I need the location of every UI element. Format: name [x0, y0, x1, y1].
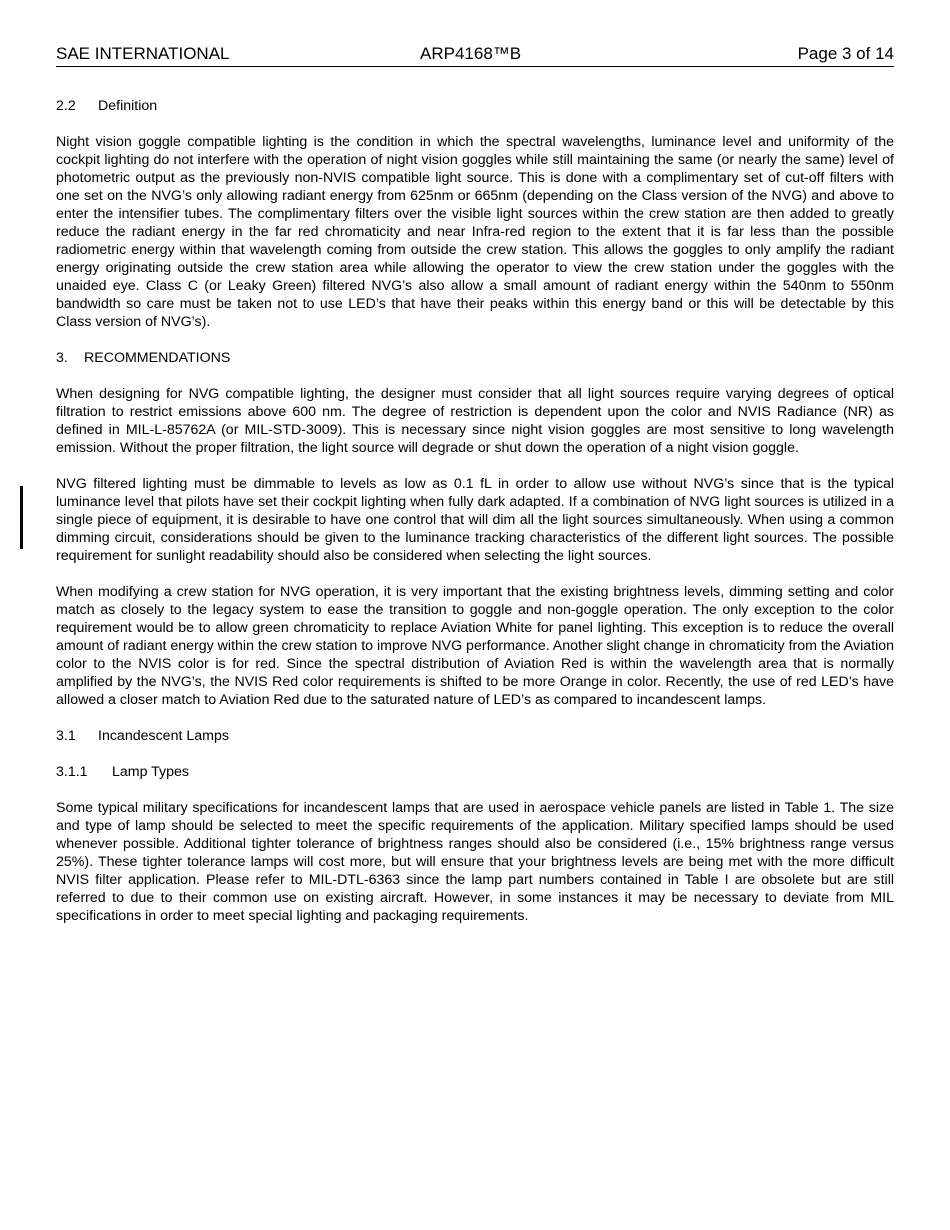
- section-number: 2.2: [56, 98, 76, 114]
- section-title: RECOMMENDATIONS: [84, 350, 231, 366]
- document-body: [56, 97, 894, 925]
- section-number: 3.: [56, 350, 68, 366]
- paragraph-recommendations-1: When designing for NVG compatible lighting, the designer must consider that all light sources require varying degrees of optical filtration to restrict emissions above 600 nm. The degree of restriction is dependent upon the color and NVIS Radiance (NR) as defined in MIL-L-85762A (or MIL-STD-3009). This is necessary since night vision goggles are most sensitive to long wavelength emission. Without the proper filtration, the light source will degrade or shut down the operation of a night vision goggle.: [56, 386, 894, 456]
- paragraph-definition: Night vision goggle compatible lighting is the condition in which the spectral wavelengths, luminance level and uniformity of the cockpit lighting do not interfere with the operation of night vision goggles while still maintaining the same (or nearly the same) level of photometric output as the previously non-NVIS compatible light source. This is done with a complimentary set of cut-off filters with one set on the NVG’s only allowing radiant energy from 625nm or 665nm (depending on the Class version of the NVG) and above to enter the intensifier tubes. The complimentary filters over the visible light sources within the crew station are then added to greatly reduce the radiant energy in the far red chromaticity and near Infra-red region to the extent that it is far less than the possible radiometric energy within that wavelength coming from outside the crew station. This allows the goggles to only amplify the radiant energy originating outside the crew station area while allowing the operator to view the crew station under the goggles with the unaided eye. Class C (or Leaky Green) filtered NVG’s also allow a small amount of radiant energy within the 540nm to 550nm bandwidth so care must be taken not to use LED’s that have their peaks within this energy band or this will be detectable by this Class version of NVG’s).: [56, 134, 894, 330]
- header-document-id: ARP4168™B: [420, 44, 522, 63]
- paragraph-recommendations-3: When modifying a crew station for NVG operation, it is very important that the existing brightness levels, dimming setting and color match as closely to the legacy system to ease the transition to goggle and non-goggle operation. The only exception to the color requirement would be to allow green chromaticity to replace Aviation White for panel lighting. This exception is to reduce the overall amount of radiant energy within the crew station to improve NVG performance. Another slight change in chromaticity from the Aviation color to the NVIS color is for red. Since the spectral distribution of Aviation Red is within the wavelength area that is normally amplified by the NVG’s, the NVIS Red color requirements is shifted to be more Orange in color. Recently, the use of red LED’s have allowed a closer match to Aviation Red due to the saturated nature of LED’s as compared to incandescent lamps.: [56, 584, 895, 708]
- page-header: [56, 44, 894, 67]
- header-organization: SAE INTERNATIONAL: [56, 44, 230, 63]
- section-title: Lamp Types: [112, 764, 190, 780]
- section-heading-3-1: [56, 727, 894, 745]
- section-heading-2-2: [56, 97, 894, 115]
- paragraph-lamp-types: Some typical military specifications for incandescent lamps that are used in aerospace vehicle panels are listed in Table 1. The size and type of lamp should be selected to meet the specific requirements of the application. Military specified lamps should be used whenever possible. Additional tighter tolerance of brightness ranges should also be considered (i.e., 15% brightness range versus 25%). These tighter tolerance lamps will cost more, but will ensure that your brightness levels are being met with the more difficult NVIS filter application. Please refer to MIL-DTL-6363 since the lamp part numbers contained in Table I are obsolete but are still referred to due to their common use on existing aircraft. However, in some instances it may be necessary to deviate from MIL specifications in order to meet special lighting and packaging requirements.: [56, 800, 894, 924]
- section-heading-3: [56, 349, 894, 367]
- header-page-number: Page 3 of 14: [797, 44, 894, 63]
- section-title: Incandescent Lamps: [98, 728, 229, 744]
- section-heading-3-1-1: [56, 763, 894, 781]
- revision-change-bar: [20, 486, 23, 549]
- section-number: 3.1: [56, 728, 76, 744]
- paragraph-recommendations-2: NVG filtered lighting must be dimmable to levels as low as 0.1 fL in order to allow use without NVG’s since that is the typical luminance level that pilots have set their cockpit lighting when fully dark adapted. If a combination of NVG light sources is utilized in a single piece of equipment, it is desirable to have one control that will dim all the light sources simultaneously. When using a common dimming circuit, considerations should be given to the luminance tracking characteristics of the different light sources. The possible requirement for sunlight readability should also be considered when selecting the light sources.: [56, 476, 894, 564]
- section-number: 3.1.1: [56, 764, 88, 780]
- section-title: Definition: [98, 98, 158, 114]
